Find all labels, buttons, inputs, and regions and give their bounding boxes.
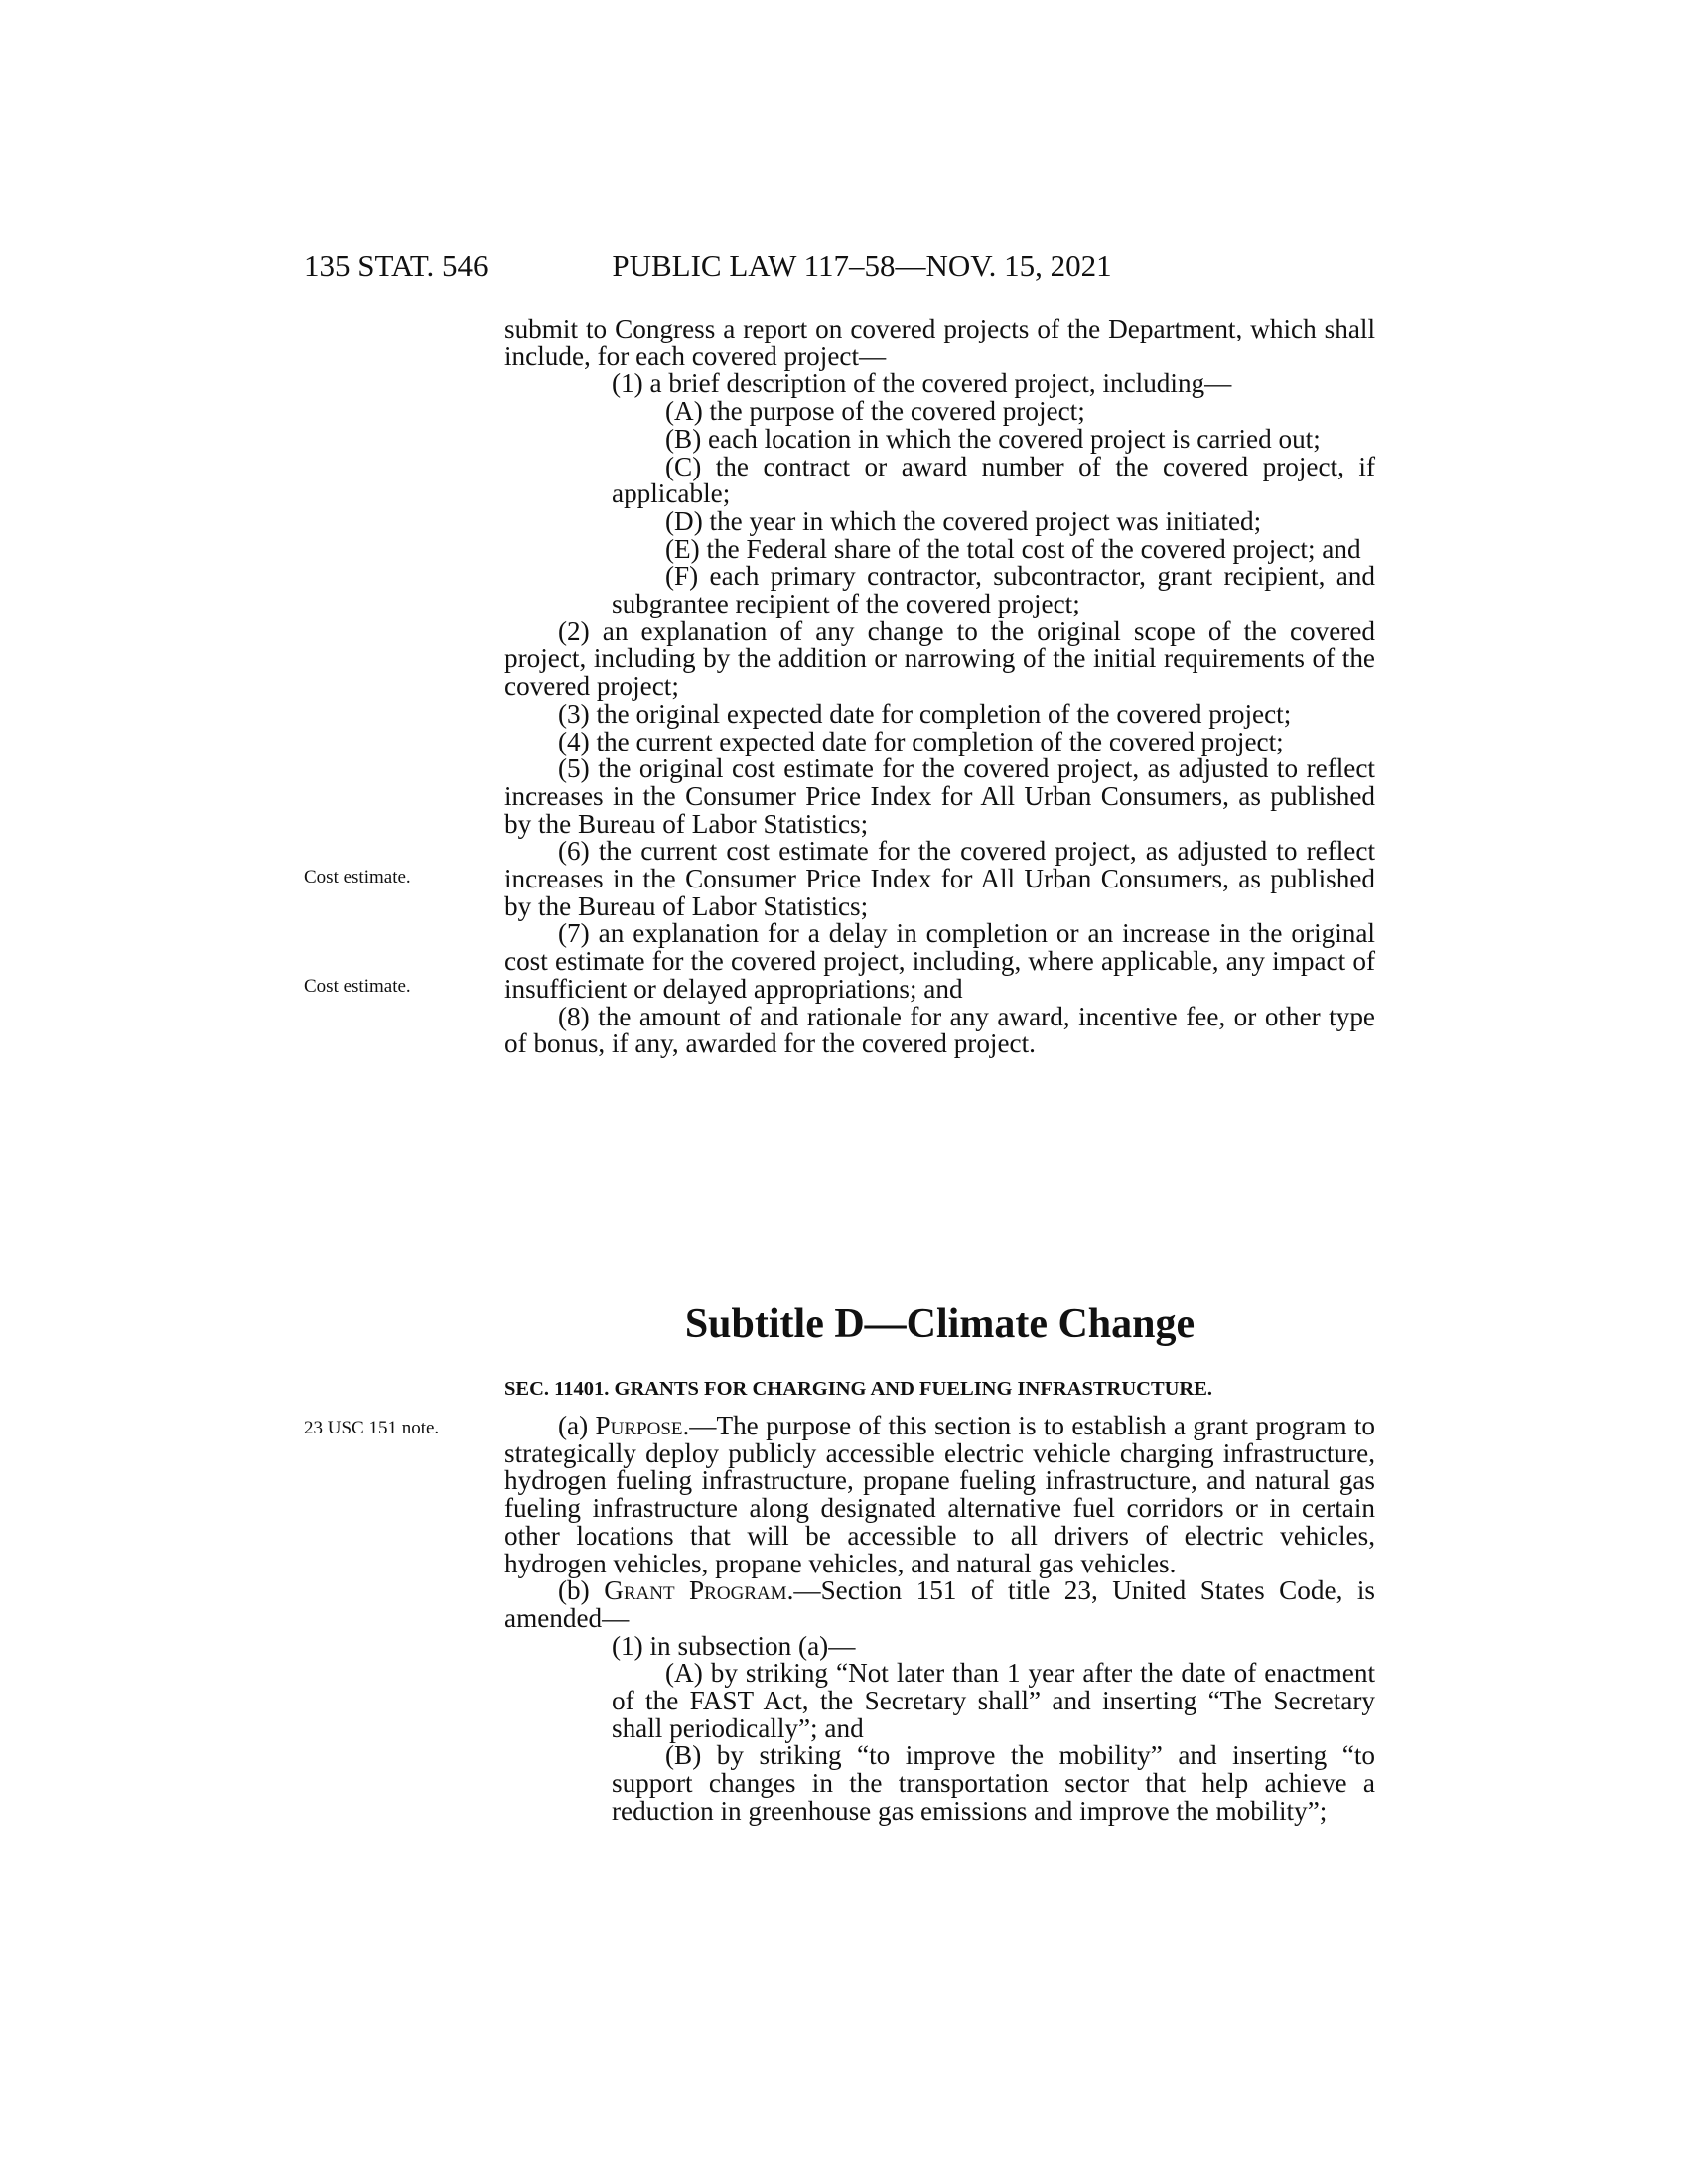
margin-note-cost-estimate-1: Cost estimate.: [304, 867, 411, 887]
subsection-b-paragraph-1: (1) in subsection (a)—: [612, 1630, 856, 1661]
subparagraph-1c: (C) the contract or award number of the covered project, if applicable;: [612, 451, 1375, 509]
subsection-a: [504, 1413, 1375, 1577]
report-requirements-body: [504, 316, 1375, 1058]
subsection-b: [504, 1577, 1375, 1632]
paragraph-8: (8) the amount of and rationale for any award, incentive fee, or other type of bonus, if any, awarded for the covered project.: [504, 1001, 1375, 1059]
subsection-a-heading: Purpose: [595, 1411, 683, 1440]
paragraph-3: (3) the original expected date for completion of the covered project;: [558, 698, 1292, 729]
subsection-b-label: (b): [558, 1575, 605, 1606]
subparagraph-1e: (E) the Federal share of the total cost of the covered project; and: [665, 533, 1361, 564]
section-heading: SEC. 11401. GRANTS FOR CHARGING AND FUELING INFRASTRUCTURE.: [504, 1378, 1213, 1400]
subparagraph-1b: (B) each location in which the covered project is carried out;: [665, 423, 1321, 454]
paragraph-6: (6) the current cost estimate for the covered project, as adjusted to reflect increases in the Consumer Price Index for All Urban Consumers, as published by the Bureau of Labor Statistics;: [504, 836, 1375, 921]
margin-note-cost-estimate-2: Cost estimate.: [304, 976, 411, 997]
subtitle-heading: Subtitle D—Climate Change: [684, 1301, 1196, 1347]
paragraph-5: (5) the original cost estimate for the covered project, as adjusted to reflect increases in the Consumer Price Index for All Urban Consumers, as published by the Bureau of Labor Statistics;: [504, 753, 1375, 839]
margin-note-usc-reference: 23 USC 151 note.: [304, 1418, 440, 1438]
subparagraph-1d: (D) the year in which the covered project was initiated;: [665, 505, 1262, 536]
paragraph-7: (7) an explanation for a delay in completion or an increase in the original cost estimate for the covered project, including, where applicable, any impact of insufficient or delayed appropriations; and: [504, 918, 1375, 1004]
subsection-b-1a: (A) by striking “Not later than 1 year after the date of enactment of the FAST Act, the Secretary shall” and inserting “The Secretary shall periodically”; and: [612, 1658, 1375, 1743]
section-body: [504, 1413, 1375, 1826]
paragraph-2: (2) an explanation of any change to the original scope of the covered project, including by the addition or narrowing of the initial requirements of the covered project;: [504, 615, 1375, 702]
paragraph-1: (1) a brief description of the covered project, including—: [612, 368, 1232, 399]
subsection-a-label: (a): [558, 1411, 596, 1440]
paragraph-4: (4) the current expected date for completion of the covered project;: [558, 726, 1284, 756]
subparagraph-1a: (A) the purpose of the covered project;: [665, 396, 1085, 427]
page-header-title: [0, 248, 1688, 284]
subsection-b-text: .—Section 151 of title 23, United States Code, is amended—: [504, 1575, 1375, 1633]
subsection-b-1b: (B) by striking “to improve the mobility” and inserting “to support changes in the transportation sector that help achieve a reduction in greenhouse gas emissions and improve the mobility”;: [612, 1740, 1375, 1826]
subsection-b-heading: Grant Program: [604, 1575, 787, 1606]
intro-paragraph: submit to Congress a report on covered projects of the Department, which shall include, for each covered project—: [504, 314, 1375, 371]
subparagraph-1f: (F) each primary contractor, subcontractor, grant recipient, and subgrantee recipient of the covered project;: [612, 561, 1375, 619]
page-stat-number: 135 STAT. 546: [304, 248, 489, 283]
subsection-a-text: .—The purpose of this section is to establish a grant program to strategically deploy publicly accessible electric vehicle charging infrastructure, hydrogen fueling infrastructure, propane fueling infrastructure, and natural gas fueling infrastructure along designated alternative fuel corridors or in certain other locations that will be accessible to all drivers of electric vehicles, hydrogen vehicles, propane vehicles, and natural gas vehicles.: [504, 1411, 1375, 1578]
header-title-text: PUBLIC LAW 117–58—NOV. 15, 2021: [612, 248, 1112, 283]
